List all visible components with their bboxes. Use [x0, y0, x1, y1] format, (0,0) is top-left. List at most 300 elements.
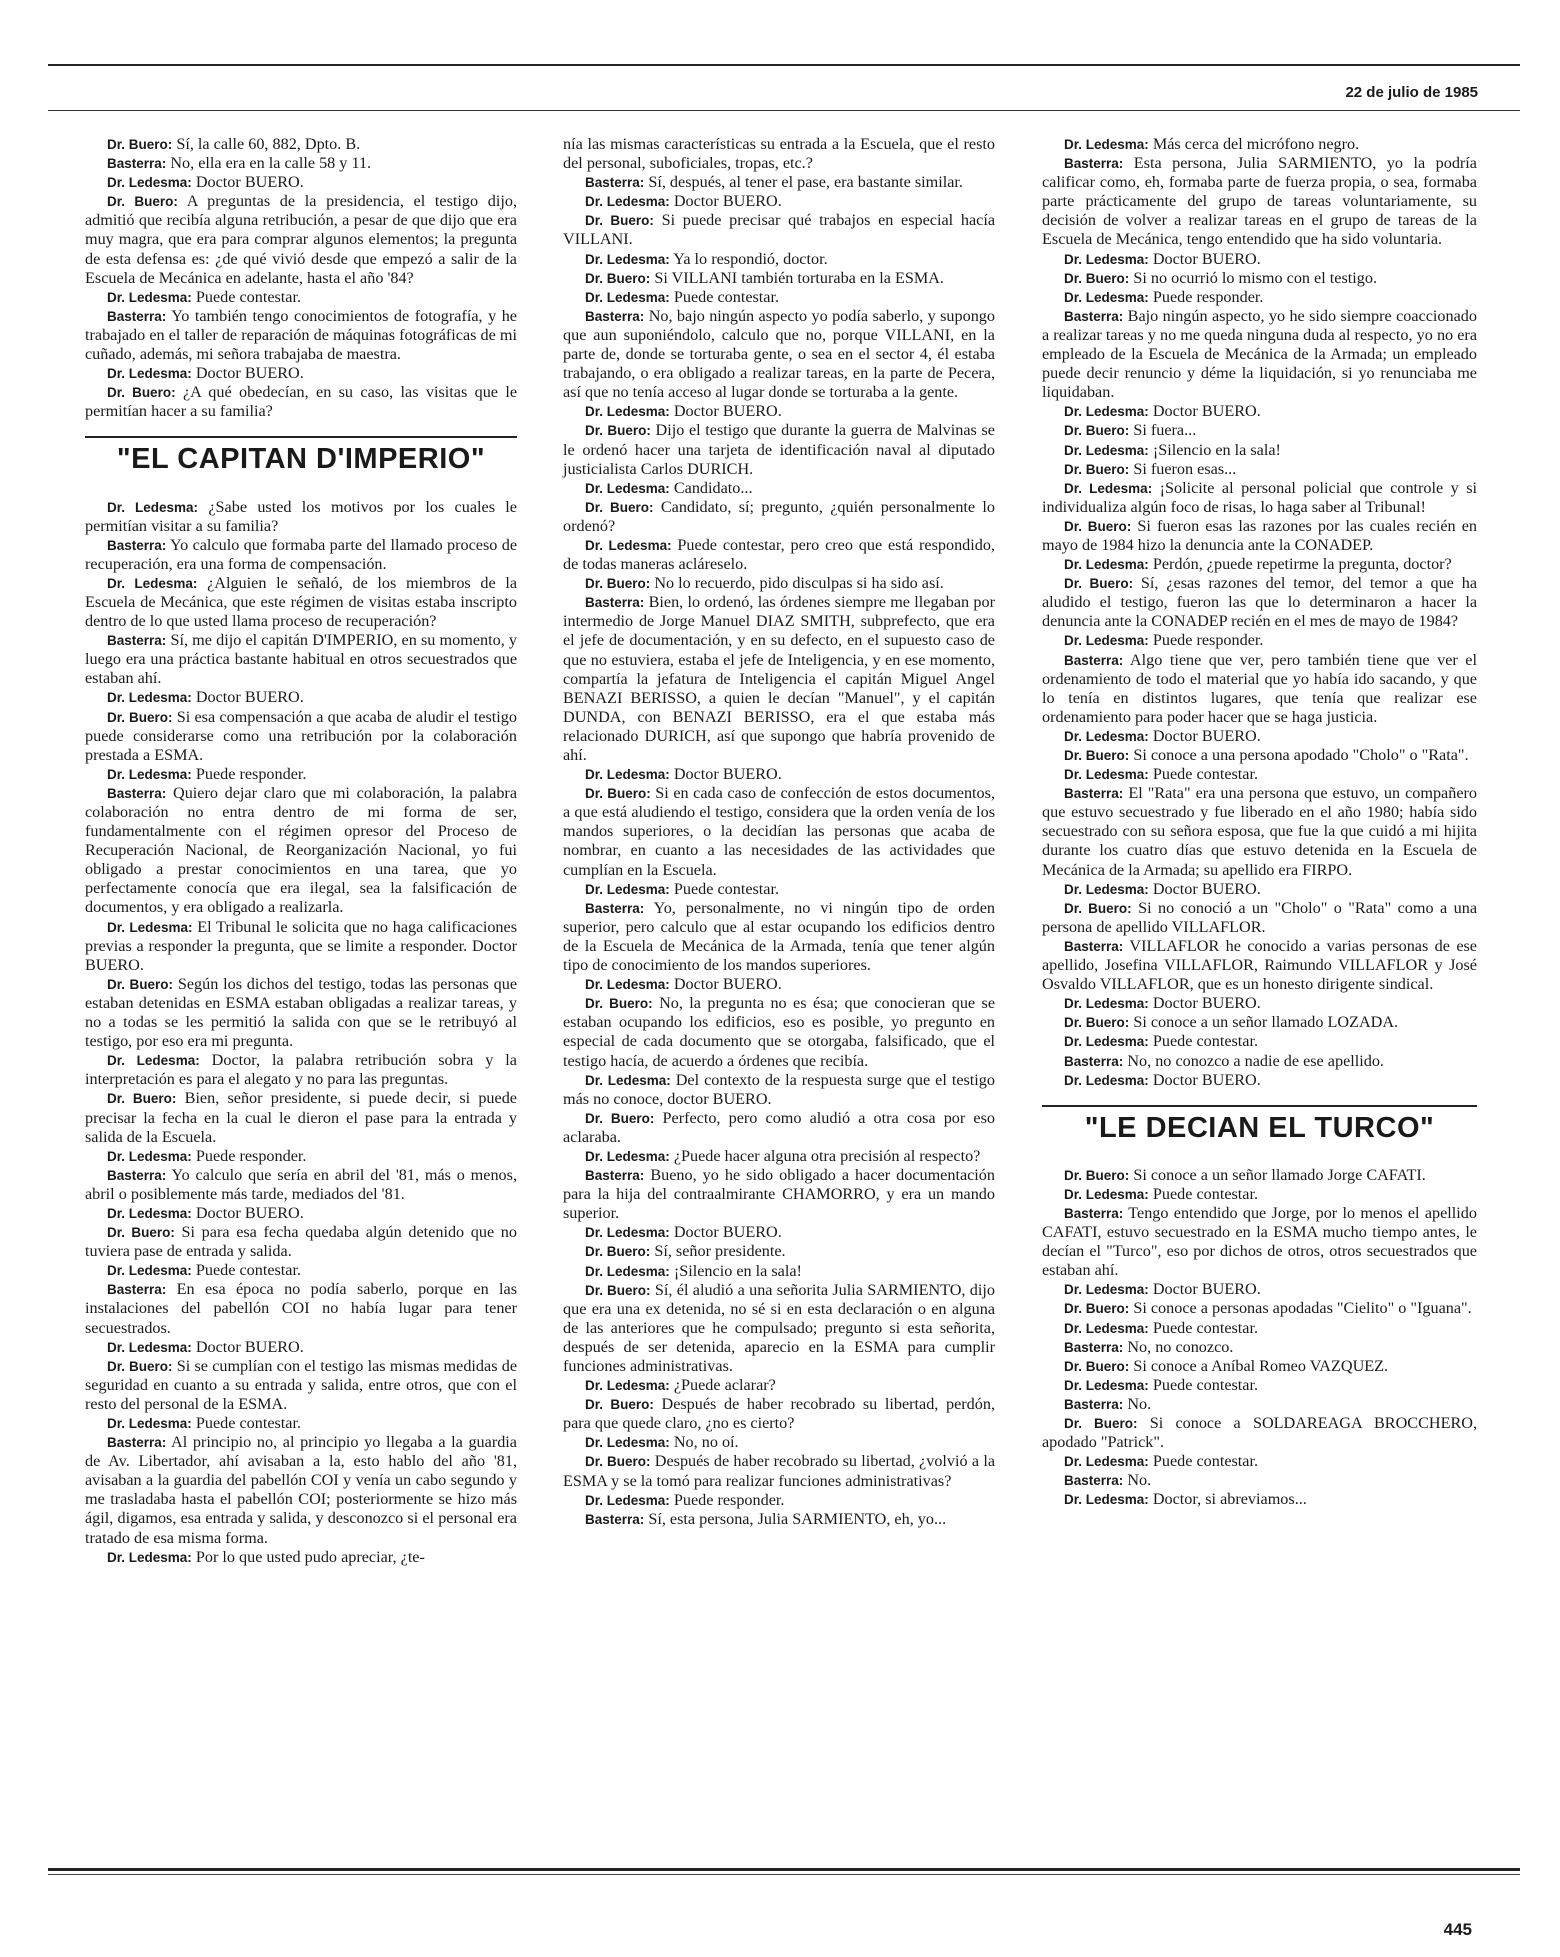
transcript-line: [85, 1548, 517, 1567]
speaker-label: Dr. Ledesma:: [107, 1205, 192, 1221]
transcript-line: [85, 536, 517, 574]
transcript-line: [563, 250, 995, 269]
speech-text: Puede contestar.: [195, 1261, 302, 1280]
speaker-label: Dr. Ledesma:: [585, 1072, 671, 1088]
speech-text: Puede contestar.: [673, 287, 780, 306]
speech-text: Doctor BUERO.: [1152, 1280, 1261, 1299]
speaker-label: Basterra:: [1064, 1339, 1124, 1355]
speaker-label: Dr. Buero:: [1064, 1015, 1130, 1031]
section-heading: "LE DECIAN EL TURCO": [1042, 1105, 1477, 1150]
transcript-line: [85, 1166, 517, 1204]
transcript-line: [563, 880, 995, 899]
speech-text: Doctor BUERO.: [195, 173, 304, 192]
speech-text: No lo recuerdo, pido disculpas si ha sido así.: [654, 574, 944, 593]
speech-text: ¡Solicite al personal policial que controle y si individualiza algún foco de risas, lo haga saber al Tribunal!: [1042, 478, 1477, 516]
speaker-label: Dr. Buero:: [107, 1225, 175, 1241]
speaker-label: Dr. Buero:: [107, 1091, 177, 1107]
transcript-line: [563, 1147, 995, 1166]
transcript-line: [563, 1452, 995, 1490]
speech-text: Perfecto, pero como aludió a otra cosa por eso aclaraba.: [563, 1108, 996, 1146]
speech-text: No, no oí.: [673, 1433, 739, 1452]
transcript-line: [85, 307, 517, 364]
speaker-label: Dr. Buero:: [1064, 748, 1130, 763]
header-rule: [48, 110, 1520, 111]
transcript-line: [563, 135, 995, 173]
transcript-line: [1042, 746, 1477, 765]
speech-text: Yo calculo que formaba parte del llamado proceso de recuperación, era una forma de compensación.: [85, 535, 517, 573]
speech-text: Doctor BUERO.: [1152, 1070, 1261, 1089]
transcript-line: [1042, 899, 1477, 937]
speech-text: Yo también tengo conocimientos de fotografía, y he trabajado en el taller de reparación de máquinas fotográficas de mi cuñado, además, mi señora trabajaba de maestra.: [85, 306, 517, 364]
speech-text: Doctor BUERO.: [195, 1337, 304, 1356]
speaker-label: Dr. Ledesma:: [1064, 881, 1149, 897]
speaker-label: Basterra:: [107, 1282, 167, 1298]
speech-text: Después de haber recobrado su libertad, perdón, para que quede claro, ¿no es cierto?: [563, 1395, 995, 1433]
transcript-line: [563, 593, 995, 765]
speech-text: Doctor BUERO.: [673, 402, 782, 421]
speaker-label: Basterra:: [585, 308, 645, 324]
speech-text: ¿Puede aclarar?: [673, 1376, 776, 1395]
speaker-label: Dr. Buero:: [107, 194, 178, 210]
transcript-line: [1042, 421, 1477, 440]
speaker-label: Dr. Ledesma:: [107, 175, 192, 191]
speech-text: Doctor BUERO.: [1152, 402, 1261, 421]
speech-text: Doctor BUERO.: [1152, 879, 1261, 898]
transcript-line: [1042, 1471, 1477, 1490]
speech-text: Perdón, ¿puede repetirme la pregunta, doctor?: [1152, 555, 1452, 574]
speaker-label: Dr. Buero:: [107, 1358, 173, 1374]
transcript-line: [1042, 994, 1477, 1013]
speaker-label: Dr. Ledesma:: [1064, 633, 1149, 649]
speech-text: Después de haber recobrado su libertad, ¿volvió a la ESMA y se la tomó para realizar funciones administrativas?: [563, 1452, 996, 1490]
transcript-line: [85, 1338, 517, 1357]
speech-text: Sí, me dijo el capitán D'IMPERIO, en su momento, y luego era una práctica bastante habitual en otros secuestrados que estaban ahí.: [85, 631, 518, 688]
speaker-label: Basterra:: [585, 900, 645, 916]
speech-text: ¿Sabe usted los motivos por los cuales le permitían visitar a su familia?: [85, 497, 517, 535]
speech-text: Si conoce a SOLDAREAGA BROCCHERO, apodado "Patrick".: [1042, 1414, 1477, 1452]
transcript-line: [85, 1357, 517, 1414]
footer-rule: [48, 1868, 1520, 1871]
speaker-label: Dr. Ledesma:: [1064, 1320, 1149, 1336]
transcript-line: [1042, 1299, 1477, 1318]
speech-text: Sí, esta persona, Julia SARMIENTO, eh, yo...: [648, 1509, 947, 1528]
transcript-line: [563, 1510, 995, 1529]
speaker-label: Basterra:: [1064, 938, 1124, 954]
speaker-label: Basterra:: [1064, 786, 1124, 802]
speech-text: Si no conoció a un "Cholo" o "Rata" como a una persona de apellido VILLAFLOR.: [1042, 898, 1478, 936]
speaker-label: Dr. Ledesma:: [1064, 557, 1149, 573]
speech-text: Sí, después, al tener el pase, era bastante similar.: [648, 173, 963, 192]
transcript-line: [1042, 555, 1477, 574]
transcript-line: [1042, 880, 1477, 899]
transcript-line: [563, 269, 995, 288]
transcript-line: [85, 1414, 517, 1433]
speech-text: Bueno, yo he sido obligado a hacer documentación para la hija del contraalmirante CHAMORRO, y era un mando superior.: [563, 1166, 995, 1223]
speech-text: Puede contestar.: [195, 287, 302, 306]
speech-text: Si no ocurrió lo mismo con el testigo.: [1133, 268, 1378, 287]
speaker-label: Dr. Buero:: [585, 1454, 651, 1470]
transcript-line: [563, 307, 995, 402]
speaker-label: Basterra:: [1064, 1053, 1124, 1069]
transcript-line: [563, 402, 995, 421]
speaker-label: Dr. Buero:: [1064, 270, 1130, 286]
transcript-line: [85, 498, 517, 536]
speech-text: nía las mismas características su entrada a la Escuela, que el resto del personal, suboficiales, tropas, etc.?: [563, 135, 995, 173]
speech-text: No, la pregunta no es ésa; que conocieran que se estaban ocupando los edificios, eso es posible, yo pregunto en especial de cada documento que se otorgaba, falsificado, que el testigo hacía, de acuerdo a órdenes que recibía.: [563, 994, 996, 1070]
speaker-label: Basterra:: [1064, 1473, 1124, 1489]
transcript-line: [85, 784, 517, 918]
speech-text: Si conoce a una persona apodado "Cholo" o "Rata".: [1133, 746, 1469, 764]
speech-text: Candidato...: [673, 478, 753, 497]
speaker-label: Dr. Buero:: [1064, 423, 1130, 439]
speech-text: Puede contestar.: [673, 879, 780, 898]
speaker-label: Dr. Buero:: [585, 1282, 651, 1298]
transcript-line: [1042, 631, 1477, 650]
speaker-label: Dr. Buero:: [107, 976, 174, 992]
transcript-line: [563, 173, 995, 192]
transcript-line: [563, 765, 995, 784]
speech-text: Yo, personalmente, no vi ningún tipo de orden superior, pero calculo que al estar ocupando los edificios dentro de la Escuela de Mecánica de la Armada, tenía que tener algún tipo de conocimiento de los mandos superiores.: [563, 898, 995, 975]
speech-text: ¡Silencio en la sala!: [673, 1261, 802, 1280]
speaker-label: Basterra:: [585, 595, 645, 611]
transcript-line: [1042, 250, 1477, 269]
speech-text: Puede contestar.: [1152, 1452, 1259, 1471]
speaker-label: Basterra:: [585, 1511, 645, 1527]
speaker-label: Dr. Ledesma:: [585, 1263, 670, 1279]
transcript-line: [85, 1051, 517, 1089]
speech-text: Doctor BUERO.: [1152, 249, 1261, 268]
speaker-label: Dr. Buero:: [1064, 518, 1132, 534]
speech-text: Bien, señor presidente, si puede decir, si puede precisar la fecha en la cual le dieron el pase para la entrada y salida de la Escuela.: [85, 1089, 517, 1146]
speech-text: Puede contestar.: [1152, 1184, 1259, 1203]
speaker-label: Dr. Ledesma:: [1064, 1282, 1149, 1298]
transcript-line: [563, 1395, 995, 1433]
transcript-line: [85, 383, 517, 421]
transcript-line: [563, 1433, 995, 1452]
speaker-label: Dr. Buero:: [585, 423, 651, 439]
footer-rule-thin: [48, 1874, 1520, 1875]
speech-text: Puede responder.: [1152, 287, 1264, 306]
speaker-label: Dr. Ledesma:: [585, 881, 670, 897]
transcript-line: [1042, 1319, 1477, 1338]
speaker-label: Basterra:: [107, 308, 167, 324]
transcript-line: [1042, 1013, 1477, 1032]
transcript-line: [1042, 1376, 1477, 1395]
speaker-label: Dr. Ledesma:: [1064, 1377, 1149, 1393]
speech-text: Puede responder.: [195, 1146, 307, 1165]
transcript-line: [85, 1147, 517, 1166]
transcript-line: [1042, 1414, 1477, 1452]
transcript-line: [85, 975, 517, 1051]
speech-text: Puede contestar.: [1152, 765, 1259, 784]
speech-text: Yo calculo que sería en abril del '81, más o menos, abril o posiblemente más tarde, mediados del '81.: [85, 1165, 517, 1203]
speaker-label: Dr. Ledesma:: [1064, 767, 1149, 783]
speech-text: Bien, lo ordenó, las órdenes siempre me llegaban por intermedio de Jorge Manuel DIAZ SMITH, subprefecto, que era el jefe de documentación, y en su defecto, en el supuesto caso de que no estuviera, estaba el jefe de Inteligencia, y en ese momento, compartía la jefatura de Inteligencia el capitán Miguel Angel BENAZI BERISSO, a quien le decían "Manuel", y el capitán DUNDA, con BENAZI BERISSO, era el que estaba más relacionado DURICH, así que supongo que habría provenido de ahí.: [563, 593, 995, 764]
transcript-line: [563, 211, 995, 249]
column-3: [1042, 135, 1477, 1509]
speech-text: ¡Silencio en la sala!: [1152, 440, 1281, 459]
speaker-label: Dr. Ledesma:: [1064, 996, 1149, 1012]
speech-text: Puede responder.: [1152, 631, 1264, 650]
transcript-line: [1042, 288, 1477, 307]
page-number: 445: [1443, 1920, 1472, 1939]
speech-text: A preguntas de la presidencia, el testigo dijo, admitió que recibía alguna retribución, a pesar de que dijo que era muy magra, que era para comprar algunos elementos; la pregunta de esta defensa es: ¿de qué vivió desde que empezó a salir de la Escuela de Mecánica en adelante, hasta el año '84?: [85, 192, 517, 287]
transcript-line: [85, 173, 517, 192]
speaker-label: Dr. Buero:: [585, 499, 654, 515]
transcript-line: [563, 1109, 995, 1147]
transcript-line: [1042, 784, 1477, 879]
speech-text: Doctor BUERO.: [673, 765, 782, 784]
transcript-line: [85, 364, 517, 383]
speaker-label: Dr. Ledesma:: [1064, 442, 1149, 458]
speaker-label: Dr. Ledesma:: [585, 1492, 670, 1508]
speaker-label: Dr. Ledesma:: [1064, 251, 1149, 267]
speech-text: Si conoce a personas apodadas "Cielito" o "Iguana".: [1133, 1299, 1472, 1318]
transcript-line: [1042, 1490, 1477, 1509]
transcript-line: [1042, 1204, 1477, 1280]
speech-text: No.: [1127, 1394, 1152, 1413]
transcript-line: [1042, 1280, 1477, 1299]
speech-text: ¿A qué obedecían, en su caso, las visitas que le permitían hacer a su familia?: [85, 383, 518, 421]
speaker-label: Dr. Buero:: [585, 786, 651, 802]
transcript-line: [563, 479, 995, 498]
transcript-line: [85, 1433, 517, 1548]
speaker-label: Dr. Ledesma:: [107, 499, 199, 515]
speech-text: No, ella era en la calle 58 y 11.: [170, 154, 372, 173]
speech-text: Doctor BUERO.: [1152, 994, 1261, 1013]
speech-text: Dijo el testigo que durante la guerra de Malvinas se le ordenó hacer una tarjeta de identificación naval al diputado justicialista Carlos DURICH.: [563, 421, 995, 478]
speaker-label: Dr. Buero:: [1064, 1301, 1130, 1317]
speaker-label: Dr. Ledesma:: [585, 1435, 670, 1451]
speaker-label: Dr. Ledesma:: [107, 1148, 192, 1164]
speaker-label: Dr. Buero:: [107, 385, 176, 401]
speaker-label: Dr. Ledesma:: [1064, 1492, 1149, 1508]
speaker-label: Dr. Buero:: [1064, 1167, 1130, 1183]
transcript-line: [85, 631, 517, 688]
transcript-line: [85, 1280, 517, 1337]
speaker-label: Basterra:: [1064, 652, 1124, 668]
transcript-line: [1042, 517, 1477, 555]
speaker-label: Dr. Buero:: [107, 709, 173, 725]
issue-date: 22 de julio de 1985: [1345, 84, 1478, 101]
speech-text: Doctor BUERO.: [673, 1223, 782, 1242]
speech-text: Puede contestar, pero creo que está respondido, de todas maneras acláreselo.: [563, 535, 995, 574]
speaker-label: Dr. Ledesma:: [585, 194, 670, 210]
speaker-label: Dr. Ledesma:: [107, 1549, 192, 1565]
speech-text: Doctor BUERO.: [195, 688, 304, 707]
speaker-label: Dr. Buero:: [585, 1244, 651, 1260]
speaker-label: Dr. Buero:: [585, 270, 651, 286]
transcript-line: [1042, 1071, 1477, 1090]
speaker-label: Basterra:: [107, 1435, 167, 1451]
speech-text: Si se cumplían con el testigo las mismas medidas de seguridad en cuanto a su entrada y salida, entre otros, que con el resto del personal de la ESMA.: [85, 1356, 518, 1413]
transcript-line: [1042, 1452, 1477, 1471]
speech-text: En esa época no podía saberlo, porque en las instalaciones del pabellón COI no había lugar para tener secuestrados.: [85, 1280, 518, 1337]
speech-text: Si fuera...: [1133, 421, 1197, 440]
transcript-line: [1042, 402, 1477, 421]
speaker-label: Basterra:: [1064, 1396, 1124, 1412]
speech-text: Si conoce a un señor llamado LOZADA.: [1133, 1013, 1399, 1032]
column-2: [563, 135, 995, 1529]
transcript-line: [85, 765, 517, 784]
transcript-line: [1042, 1338, 1477, 1357]
speech-text: No, no conozco.: [1127, 1337, 1234, 1356]
speaker-label: Dr. Ledesma:: [585, 1225, 670, 1241]
transcript-line: [85, 154, 517, 173]
speaker-label: Basterra:: [585, 175, 645, 191]
speaker-label: Dr. Buero:: [1064, 576, 1134, 592]
speaker-label: Dr. Buero:: [585, 996, 653, 1012]
speech-text: Si fueron esas...: [1133, 459, 1237, 478]
transcript-line: [563, 192, 995, 211]
transcript-line: [85, 574, 517, 631]
speaker-label: Dr. Ledesma:: [1064, 404, 1149, 420]
speaker-label: Dr. Ledesma:: [107, 1263, 192, 1279]
transcript-line: [85, 135, 517, 154]
speaker-label: Dr. Ledesma:: [585, 767, 670, 783]
speech-text: Si en cada caso de confección de estos documentos, a que está aludiendo el testigo, considera que la orden venía de los mandos superiores, o la decidían las personas que acaba de nombrar, en cuanto a las necesidades de las actividades que cumplían en la Escuela.: [563, 784, 995, 879]
speech-text: El "Rata" era una persona que estuvo, un compañero que estuvo secuestrado y fue liberado en el año 1980; había sido secuestrado con su señora esposa, que fue la que cuidó a mi hijita durante los cuatro días que estuvo detenida en la Escuela de Mecánica de la Armada; su apellido era FIRPO.: [1042, 784, 1477, 879]
speech-text: Si fueron esas las razones por las cuales recién en mayo de 1984 hizo la denuncia ante la CONADEP.: [1042, 516, 1478, 554]
transcript-line: [563, 994, 995, 1070]
speaker-label: Basterra:: [1064, 308, 1124, 324]
speaker-label: Dr. Ledesma:: [107, 1416, 192, 1431]
speaker-label: Dr. Ledesma:: [585, 289, 670, 305]
speech-text: Sí, la calle 60, 882, Dpto. B.: [176, 135, 361, 153]
speech-text: Puede contestar.: [1152, 1318, 1259, 1337]
speaker-label: Dr. Buero:: [585, 213, 654, 229]
speech-text: Si esa compensación a que acaba de aludir el testigo puede considerarse como una retribución por la colaboración prestada a ESMA.: [85, 707, 517, 764]
transcript-line: [1042, 1395, 1477, 1414]
speaker-label: Dr. Ledesma:: [585, 1148, 670, 1164]
speech-text: El Tribunal le solicita que no haga calificaciones previas a responder la pregunta, que se limite a responder. Doctor BUERO.: [85, 917, 517, 974]
transcript-line: [85, 1204, 517, 1223]
transcript-line: [563, 975, 995, 994]
speaker-label: Dr. Buero:: [585, 1110, 655, 1126]
transcript-line: [563, 1262, 995, 1281]
speech-text: Doctor BUERO.: [673, 975, 782, 994]
transcript-line: [563, 536, 995, 574]
transcript-line: [85, 1261, 517, 1280]
transcript-line: [85, 688, 517, 707]
speaker-label: Basterra:: [107, 156, 167, 172]
transcript-line: [1042, 269, 1477, 288]
speaker-label: Dr. Ledesma:: [1064, 1186, 1149, 1202]
speech-text: Por lo que usted pudo apreciar, ¿te-: [195, 1547, 425, 1566]
transcript-line: [1042, 460, 1477, 479]
transcript-line: [563, 899, 995, 975]
speaker-label: Dr. Ledesma:: [585, 480, 670, 496]
transcript-line: [563, 498, 995, 536]
speech-text: ¿Alguien le señaló, de los miembros de la Escuela de Mecánica, que este régimen de visitas estaba inscripto dentro de lo que usted llama proceso de recuperación?: [85, 573, 517, 631]
speaker-label: Dr. Buero:: [107, 137, 173, 152]
speaker-label: Basterra:: [585, 1168, 645, 1184]
speech-text: ¿Puede hacer alguna otra precisión al respecto?: [673, 1146, 981, 1165]
transcript-line: [1042, 1185, 1477, 1204]
speech-text: Doctor, la palabra retribución sobra y la interpretación es para el alegato y no para las preguntas.: [85, 1051, 517, 1089]
speaker-label: Basterra:: [107, 633, 167, 649]
transcript-line: [1042, 574, 1477, 631]
speech-text: Doctor BUERO.: [195, 1203, 304, 1222]
speech-text: Puede contestar.: [195, 1414, 302, 1432]
transcript-line: [1042, 1166, 1477, 1185]
speaker-label: Basterra:: [107, 1167, 167, 1183]
speaker-label: Dr. Buero:: [1064, 1416, 1138, 1431]
transcript-line: [563, 1491, 995, 1510]
speaker-label: Dr. Ledesma:: [1064, 289, 1149, 305]
transcript-line: [1042, 937, 1477, 994]
transcript-line: [1042, 1052, 1477, 1071]
speech-text: Candidato, sí; pregunto, ¿quién personalmente lo ordenó?: [563, 497, 995, 535]
speaker-label: Dr. Ledesma:: [107, 575, 198, 591]
speech-text: Doctor, si abreviamos...: [1152, 1490, 1307, 1509]
transcript-line: [1042, 441, 1477, 460]
transcript-line: [563, 421, 995, 478]
transcript-line: [563, 1166, 995, 1223]
speaker-label: Dr. Ledesma:: [107, 366, 192, 382]
transcript-line: [1042, 154, 1477, 249]
transcript-line: [85, 1089, 517, 1146]
speaker-label: Dr. Ledesma:: [1064, 1072, 1149, 1088]
speaker-label: Dr. Ledesma:: [107, 919, 193, 935]
speech-text: Al principio no, al principio yo llegaba a la guardia de Av. Libertador, ahí avisaban a la, esto hablo del año '81, avisaban a la guardia del pabellón COI y venía un cabo segundo y me trasladaba hasta el pabellón COI; posteriormente se hizo más ágil, digamos, esa entrada y salida, y desconozco si el personal era tratado de esa misma forma.: [85, 1433, 517, 1547]
speaker-label: Basterra:: [107, 537, 167, 553]
transcript-line: [563, 1281, 995, 1376]
speaker-label: Dr. Ledesma:: [107, 690, 192, 706]
speech-text: Algo tiene que ver, pero también tiene que ver el ordenamiento de todo el material que yo había ido sacando, y que lo tenía en distintos lugares, que tenía que realizar ese ordenamiento para poder hacer que se haga justicia.: [1042, 650, 1477, 726]
speech-text: Doctor BUERO.: [673, 192, 782, 211]
speech-text: VILLAFLOR he conocido a varias personas de ese apellido, Josefina VILLAFLOR, Raimundo VILLAFLOR y José Osvaldo VILLAFLOR, que es un honesto dirigente sindical.: [1042, 936, 1477, 994]
speech-text: Doctor BUERO.: [195, 364, 304, 383]
transcript-line: [1042, 1357, 1477, 1376]
speaker-label: Basterra:: [107, 785, 167, 801]
speaker-label: Dr. Ledesma:: [585, 977, 670, 993]
speaker-label: Dr. Buero:: [1064, 461, 1130, 477]
speaker-label: Dr. Ledesma:: [1064, 137, 1149, 152]
transcript-line: [85, 918, 517, 975]
transcript-line: [1042, 479, 1477, 517]
transcript-line: [563, 1242, 995, 1261]
transcript-line: [85, 288, 517, 307]
transcript-line: [563, 1071, 995, 1109]
speaker-label: Dr. Buero:: [1064, 900, 1132, 916]
speech-text: Puede responder.: [673, 1490, 785, 1509]
speech-text: Tengo entendido que Jorge, por lo menos el apellido CAFATI, estuvo secuestrado en la ESMA mucho tiempo antes, le decían el "Turco", eso por dichos de otros, otros secuestrados que estaban ahí.: [1042, 1203, 1477, 1280]
transcript-line: [563, 1223, 995, 1242]
speech-text: Ya lo respondió, doctor.: [673, 249, 828, 268]
speech-text: Sí, señor presidente.: [654, 1242, 786, 1261]
speech-text: Si puede precisar qué trabajos en especial hacía VILLANI.: [563, 211, 996, 249]
speaker-label: Dr. Ledesma:: [585, 404, 670, 420]
speech-text: Sí, él aludió a una señorita Julia SARMIENTO, dijo que era una ex detenida, no sé si en esta declaración o en alguna de las anteriores que he compulsado; pregunto si esta señorita, después de ser detenida, aparecio en la ESMA para cumplir funciones administrativas.: [563, 1280, 995, 1375]
transcript-line: [1042, 1032, 1477, 1051]
speaker-label: Dr. Buero:: [585, 576, 651, 592]
transcript-line: [1042, 307, 1477, 402]
speaker-label: Dr. Ledesma:: [1064, 480, 1153, 496]
speech-text: Doctor BUERO.: [1152, 726, 1261, 745]
speech-text: Según los dichos del testigo, todas las personas que estaban detenidas en ESMA estaban obligadas a realizar tareas, y no a todas se les permitió la salida con que se le retribuyó al testigo, por eso era mi pregunta.: [85, 974, 518, 1051]
speaker-label: Dr. Ledesma:: [585, 537, 672, 553]
speech-text: Sí, ¿esas razones del temor, del temor a que ha aludido el testigo, fueron las que lo determinaron a hacer la denuncia ante la CONADEP recién en el mes de mayo de 1984?: [1042, 574, 1478, 631]
speech-text: No, no conozco a nadie de ese apellido.: [1127, 1051, 1384, 1070]
speech-text: Si VILLANI también torturaba en la ESMA.: [654, 268, 944, 287]
speaker-label: Dr. Ledesma:: [585, 1378, 670, 1394]
transcript-line: [563, 288, 995, 307]
transcript-line: [563, 1376, 995, 1395]
speaker-label: Dr. Buero:: [585, 1397, 654, 1413]
speaker-label: Dr. Ledesma:: [1064, 1034, 1149, 1050]
transcript-line: [563, 574, 995, 593]
